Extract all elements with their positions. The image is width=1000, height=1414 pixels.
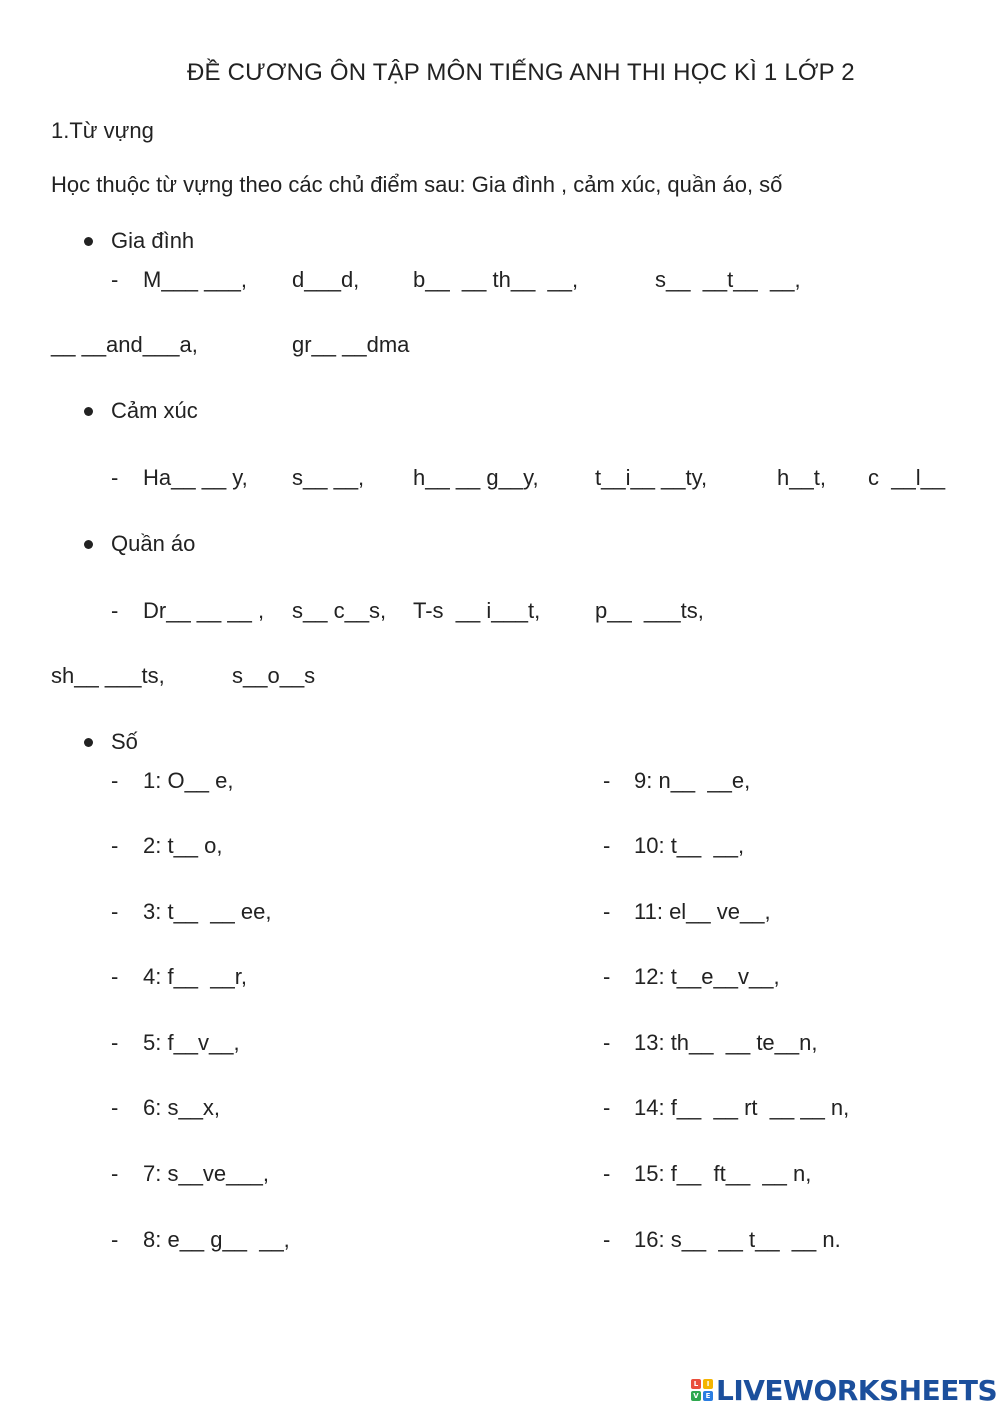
- family-word: __ __and___a,: [51, 332, 198, 357]
- bullet-icon: [84, 407, 93, 416]
- dash: -: [111, 1030, 119, 1055]
- number-word: 7: s__ve___,: [143, 1161, 269, 1186]
- number-word: 15: f__ ft__ __ n,: [634, 1161, 812, 1186]
- number-word: 9: n__ __e,: [634, 768, 751, 793]
- dash: -: [111, 465, 119, 490]
- dash: -: [111, 964, 119, 989]
- number-word: 16: s__ __ t__ __ n.: [634, 1227, 841, 1252]
- dash: -: [111, 768, 119, 793]
- dash: -: [111, 1227, 119, 1252]
- emotion-word: h__ __ g__y,: [413, 465, 539, 490]
- clothes-word: Dr__ __ __ ,: [143, 598, 265, 623]
- number-word: 2: t__ o,: [143, 833, 223, 858]
- topic-label-emotions: Cảm xúc: [111, 398, 198, 423]
- bullet-icon: [84, 738, 93, 747]
- number-word: 3: t__ __ ee,: [143, 899, 272, 924]
- emotion-word: Ha__ __ y,: [143, 465, 248, 490]
- number-word: 10: t__ __,: [634, 833, 745, 858]
- dash: -: [603, 1095, 611, 1120]
- family-word: gr__ __dma: [292, 332, 410, 357]
- bullet-icon: [84, 540, 93, 549]
- section-intro: Học thuộc từ vựng theo các chủ điểm sau: Gia đình , cảm xúc, quần áo, số: [51, 172, 783, 197]
- clothes-word: s__ c__s,: [292, 598, 387, 623]
- logo-tile: V: [691, 1391, 701, 1401]
- clothes-word: T-s __ i___t,: [413, 598, 541, 623]
- dash: -: [603, 768, 611, 793]
- dash: -: [111, 267, 119, 292]
- emotion-word: h__t,: [777, 465, 826, 490]
- dash: -: [111, 899, 119, 924]
- number-word: 14: f__ __ rt __ __ n,: [634, 1095, 850, 1120]
- topic-label-numbers: Số: [111, 729, 138, 754]
- family-word: M___ ___,: [143, 267, 247, 292]
- section-heading-vocabulary: 1.Từ vựng: [51, 118, 154, 143]
- dash: -: [603, 833, 611, 858]
- emotion-word: t__i__ __ty,: [595, 465, 708, 490]
- liveworksheets-logo-icon: [691, 1379, 713, 1401]
- dash: -: [111, 833, 119, 858]
- dash: -: [111, 598, 119, 623]
- number-word: 8: e__ g__ __,: [143, 1227, 290, 1252]
- topic-label-clothes: Quần áo: [111, 531, 196, 556]
- number-word: 1: O__ e,: [143, 768, 234, 793]
- clothes-word: p__ ___ts,: [595, 598, 704, 623]
- family-word: s__ __t__ __,: [655, 267, 801, 292]
- number-word: 11: el__ ve__,: [634, 899, 771, 924]
- logo-tile: I: [703, 1379, 713, 1389]
- liveworksheets-logo[interactable]: [691, 1374, 997, 1406]
- number-word: 6: s__x,: [143, 1095, 221, 1120]
- clothes-word: sh__ ___ts,: [51, 663, 165, 688]
- bullet-icon: [84, 237, 93, 246]
- family-word: b__ __ th__ __,: [413, 267, 579, 292]
- dash: -: [603, 1030, 611, 1055]
- dash: -: [603, 1227, 611, 1252]
- dash: -: [603, 964, 611, 989]
- emotion-word: s__ __,: [292, 465, 365, 490]
- logo-text: LIVEWORKSHEETS: [716, 1373, 998, 1407]
- number-word: 12: t__e__v__,: [634, 964, 780, 989]
- number-word: 13: th__ __ te__n,: [634, 1030, 818, 1055]
- dash: -: [603, 899, 611, 924]
- logo-tile: L: [691, 1379, 701, 1389]
- family-word: d___d,: [292, 267, 360, 292]
- number-word: 4: f__ __r,: [143, 964, 247, 989]
- clothes-word: s__o__s: [232, 663, 316, 688]
- logo-tile: E: [703, 1391, 713, 1401]
- number-word: 5: f__v__,: [143, 1030, 240, 1055]
- dash: -: [603, 1161, 611, 1186]
- emotion-word: c __l__: [868, 465, 946, 490]
- page-title: ĐỀ CƯƠNG ÔN TẬP MÔN TIẾNG ANH THI HỌC KÌ 1 LỚP 2: [187, 59, 855, 86]
- dash: -: [111, 1095, 119, 1120]
- dash: -: [111, 1161, 119, 1186]
- topic-label-family: Gia đình: [111, 228, 195, 253]
